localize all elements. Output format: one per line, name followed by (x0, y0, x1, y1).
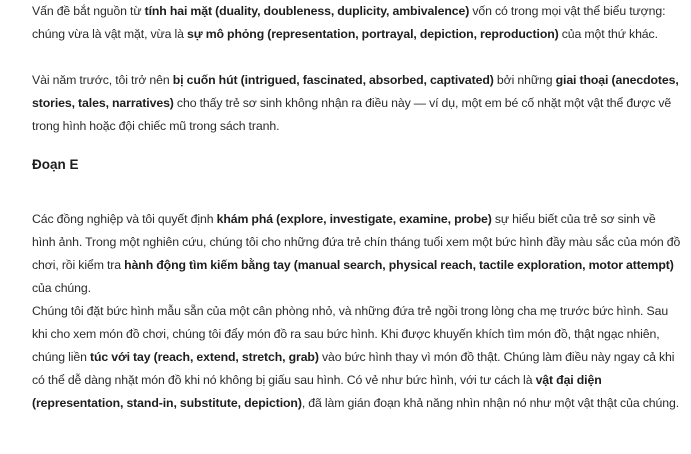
bold-term-explore: khám phá (explore, investigate, examine, probe) (216, 212, 492, 226)
paragraph-anecdotes (32, 69, 681, 138)
paragraph-text: sự hiểu biết của trẻ sơ sinh về hình ảnh. Trong một nghiên cứu, chúng tôi cho những đứa trẻ chín tháng tuổi xem một bức hình đầy màu sắc của món đồ chơi, rồi kiểm tra (32, 212, 681, 272)
paragraph-text: của chúng. (32, 281, 91, 295)
paragraph-text: Vấn đề bắt nguồn từ (32, 4, 145, 18)
paragraph-text: , đã làm gián đoạn khả năng nhìn nhận nó như một vật thật của chúng. (301, 396, 680, 410)
section-heading: Đoạn E (32, 157, 79, 172)
bold-term-representation: sự mô phỏng (representation, portrayal, depiction, reproduction) (187, 27, 559, 41)
paragraph-text: cho thấy trẻ sơ sinh không nhận ra điều này — ví dụ, một em bé cố nhặt một vật thể được vẽ trong hình hoặc đội chiếc mũ trong sách tranh. (32, 96, 672, 133)
paragraph-duality (32, 0, 681, 46)
paragraph-explore (32, 208, 681, 300)
paragraph-text: của một thứ khác. (558, 27, 658, 41)
paragraph-text: vào bức hình thay vì món đồ thật. Chúng làm điều này ngay cả khi có thể dễ dàng nhặt món đồ khi nó không bị giấu sau hình. Có vẻ như bức hình, với tư cách là (32, 350, 675, 387)
bold-term-duality: tính hai mặt (duality, doubleness, duplicity, ambivalence) (144, 4, 470, 18)
bold-term-reach: túc với tay (reach, extend, stretch, grab) (89, 350, 319, 364)
bold-term-anecdotes: giai thoại (anecdotes, stories, tales, narratives) (32, 73, 679, 110)
paragraph-text: vốn có trong mọi vật thể biểu tượng: chúng vừa là vật mặt, vừa là (32, 4, 666, 41)
bold-term-stand-in: vật đại diện (representation, stand-in, substitute, depiction) (32, 373, 602, 410)
bold-term-manual-search: hành động tìm kiếm bằng tay (manual search, physical reach, tactile exploration, motor attempt) (124, 258, 674, 272)
bold-term-intrigued: bị cuốn hút (intrigued, fascinated, absorbed, captivated) (172, 73, 494, 87)
paragraph-text: bởi những (493, 73, 556, 87)
paragraph-experiment (32, 300, 681, 415)
paragraph-text: Các đồng nghiệp và tôi quyết định (32, 212, 217, 226)
paragraph-text: Vài năm trước, tôi trở nên (32, 73, 173, 87)
paragraph-text: Chúng tôi đặt bức hình mẫu sẵn của một cân phòng nhỏ, và những đứa trẻ ngồi trong lòng cha mẹ trước bức hình. Sau khi cho xem món đồ chơi, chúng tôi đẩy món đồ ra sau bức hình. Khi được khuyến khích tìm món đồ, thật ngạc nhiên, chúng liền (32, 304, 669, 364)
